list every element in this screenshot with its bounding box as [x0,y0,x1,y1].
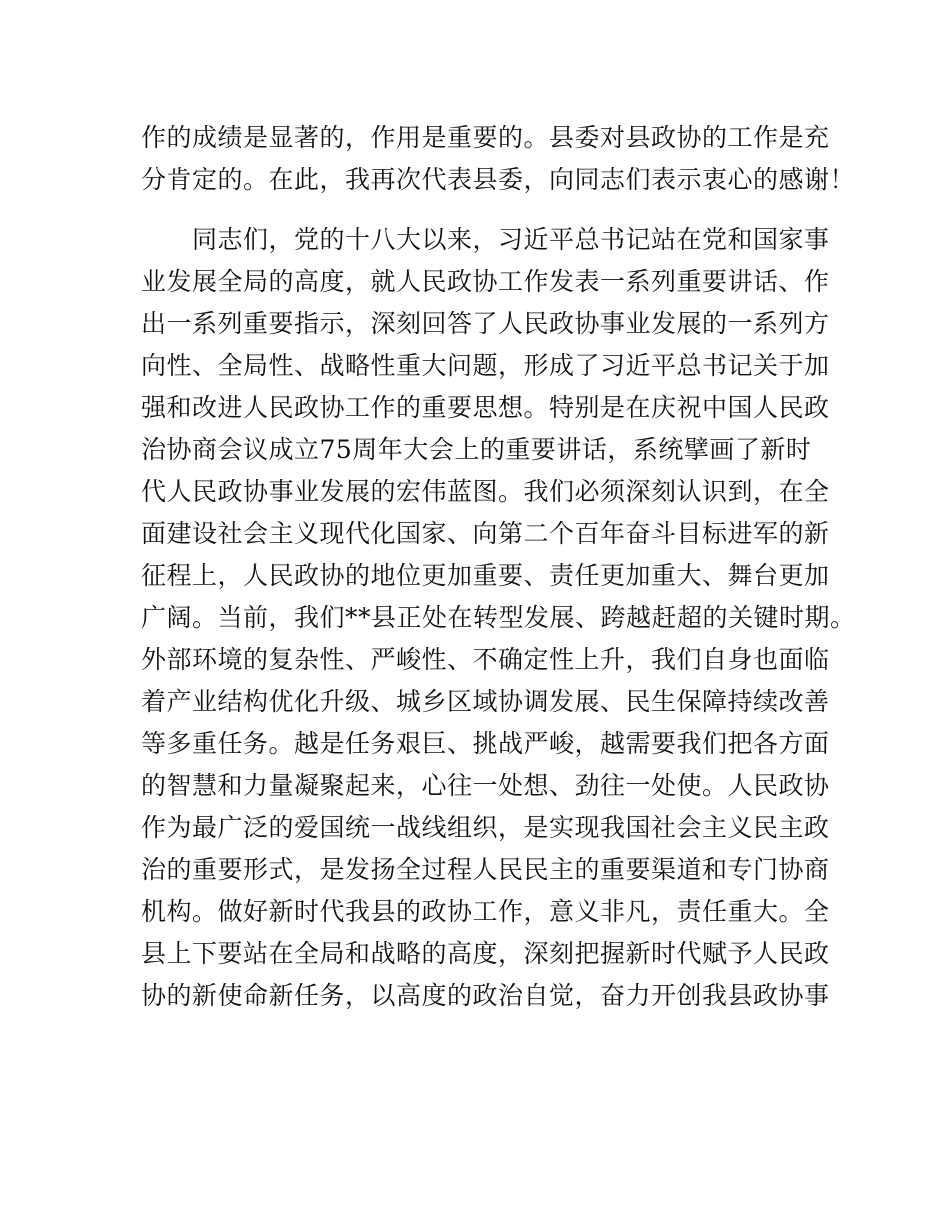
text-line: 协的新使命新任务，以高度的政治自觉，奋力开创我县政协事 [141,981,830,1010]
text-line: 征程上，人民政协的地位更加重要、责任更加重大、舞台更加 [141,561,830,590]
text-line: 同志们，党的十八大以来，习近平总书记站在党和国家事 [141,225,830,254]
text-line: 外部环境的复杂性、严峻性、不确定性上升，我们自身也面临 [141,645,830,674]
text-line: 面建设社会主义现代化国家、向第二个百年奋斗目标进军的新 [141,519,830,548]
text-line: 分肯定的。在此，我再次代表县委，向同志们表示衷心的感谢！ [141,165,856,194]
text-line: 作为最广泛的爱国统一战线组织，是实现我国社会主义民主政 [141,813,830,842]
text-line: 作的成绩是显著的，作用是重要的。县委对县政协的工作是充 [141,123,830,152]
text-line: 机构。做好新时代我县的政协工作，意义非凡，责任重大。全 [141,897,830,926]
text-line: 着产业结构优化升级、城乡区域协调发展、民生保障持续改善 [141,687,830,716]
text-line: 治协商会议成立75周年大会上的重要讲话，系统擘画了新时 [141,435,812,464]
text-line: 的智慧和力量凝聚起来，心往一处想、劲往一处使。人民政协 [141,771,830,800]
paragraph-main [141,219,856,1017]
text-line: 出一系列重要指示，深刻回答了人民政协事业发展的一系列方 [141,309,830,338]
text-line: 强和改进人民政协工作的重要思想。特别是在庆祝中国人民政 [141,393,830,422]
paragraph-continued [141,117,856,201]
text-line: 业发展全局的高度，就人民政协工作发表一系列重要讲话、作 [141,267,830,296]
text-line: 向性、全局性、战略性重大问题，形成了习近平总书记关于加 [141,351,830,380]
text-line: 治的重要形式，是发扬全过程人民民主的重要渠道和专门协商 [141,855,830,884]
text-line: 广阔。当前，我们**县正处在转型发展、跨越赶超的关键时期。 [141,603,856,632]
text-line: 县上下要站在全局和战略的高度，深刻把握新时代赋予人民政 [141,939,830,968]
text-line: 代人民政协事业发展的宏伟蓝图。我们必须深刻认识到，在全 [141,477,830,506]
text-line: 等多重任务。越是任务艰巨、挑战严峻，越需要我们把各方面 [141,729,830,758]
